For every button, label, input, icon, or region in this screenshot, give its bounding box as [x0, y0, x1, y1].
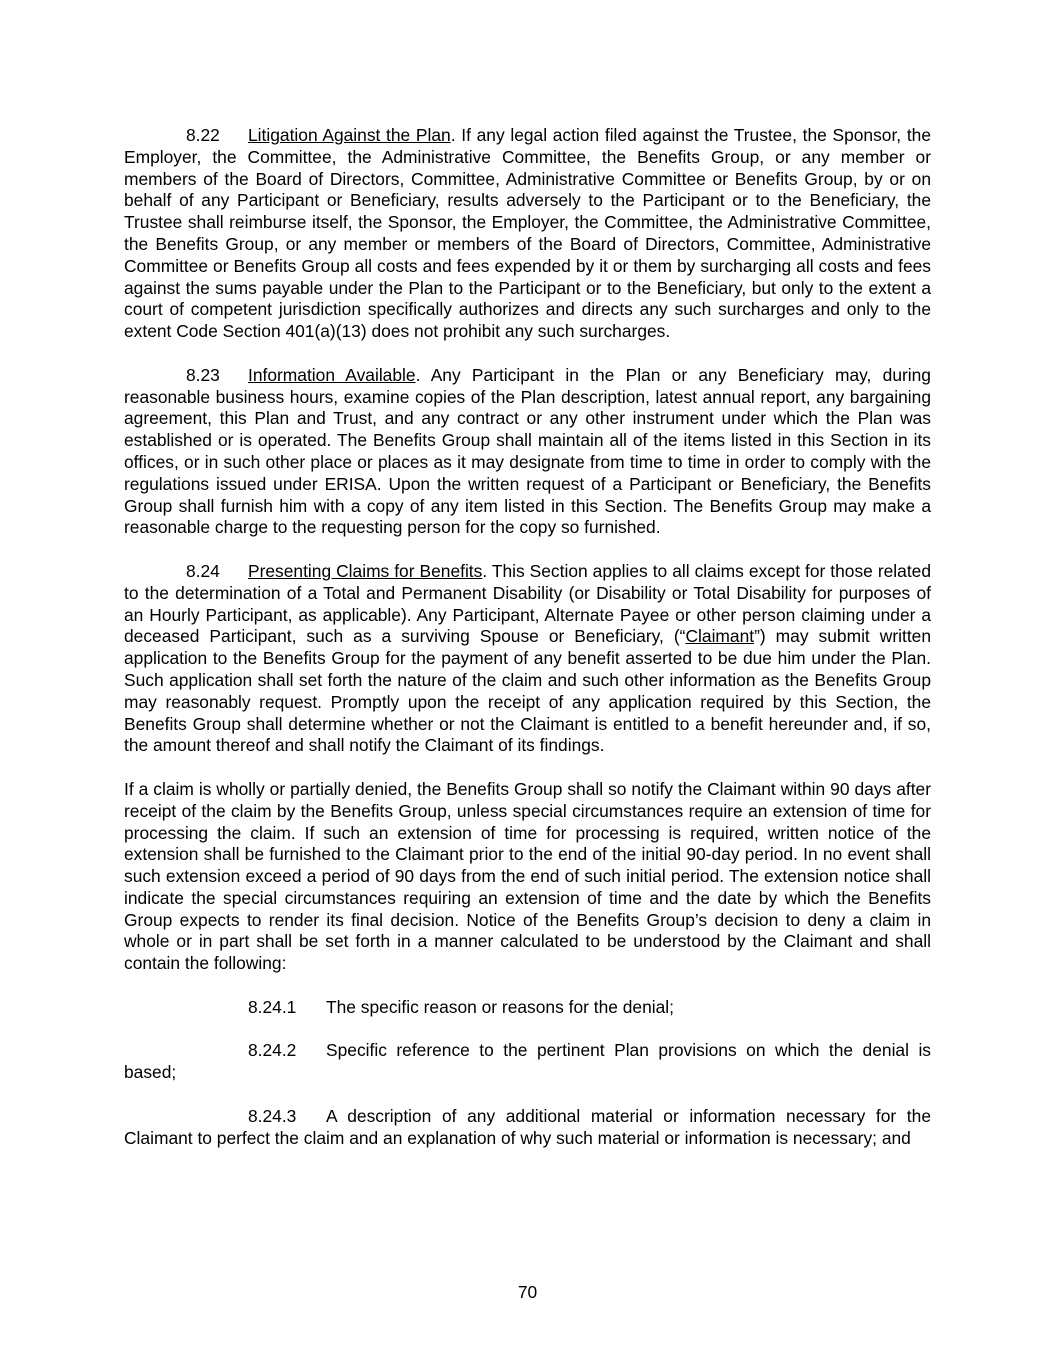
- page-number: 70: [517, 1282, 538, 1302]
- section-number: 8.22: [186, 125, 220, 145]
- section-number: 8.23: [186, 364, 220, 385]
- subsection-number: 8.24.1: [248, 996, 297, 1017]
- section-8-22: [124, 125, 931, 343]
- section-body-part-a: . This Section applies to all claims except for those related to the determination of a Total and Permanent Disability (or Disability or Total Disability for purposes of an Hourly Participant, as applicable). Any Participant, Alternate Payee or other person claiming under a deceased Participant, such as a surviving Spouse or Beneficiary, (“: [124, 560, 931, 647]
- denial-paragraph: If a claim is wholly or partially denied, the Benefits Group shall so notify the Claimant within 90 days after receipt of the claim by the Benefits Group, unless special circumstances require an extension of time for processing the claim. If such an extension of time for processing is required, written notice of the extension shall be furnished to the Claimant prior to the end of the initial 90-day period. In no event shall such extension exceed a period of 90 days from the end of such initial period. The extension notice shall indicate the special circumstances requiring an extension of time and the date by which the Benefits Group expects to render its final decision. Notice of the Benefits Group’s decision to deny a claim in whole or in part shall be set forth in a manner calculated to be understood by the Claimant and shall contain the following:: [124, 778, 931, 974]
- subsection-8-24-3: [124, 1106, 931, 1150]
- defined-term-claimant: Claimant: [685, 626, 755, 647]
- section-body: . If any legal action filed against the Trustee, the Sponsor, the Employer, the Committee, the Administrative Committee, the Benefits Group, or any member or members of the Board of Directors, Committee, Administrative Committee or Benefits Group, by or on behalf of any Participant or Beneficiary, results adversely to the Participant or to the Beneficiary, the Trustee shall reimburse itself, the Sponsor, the Employer, the Committee, the Administrative Committee, the Benefits Group, or any member or members of the Board of Directors, Committee, Administrative Committee or Benefits Group all costs and fees expended by it or them by surcharging all costs and fees against the sums payable under the Plan to the Participant or to the Beneficiary, but only to the extent a court of competent jurisdiction specifically authorizes and directs any such surcharges and only to the extent Code Section 401(a)(13) does not prohibit any such surcharges.: [124, 125, 931, 342]
- subsection-number: 8.24.2: [248, 1040, 297, 1061]
- subsection-number: 8.24.3: [248, 1105, 297, 1126]
- subsection-text: A description of any additional material or information necessary for the Claimant to perfect the claim and an explanation of why such material or information is necessary; and: [124, 1105, 931, 1148]
- subsection-8-24-2: [124, 1040, 931, 1084]
- section-title: Litigation Against the Plan: [248, 125, 451, 145]
- subsection-text: The specific reason or reasons for the denial;: [326, 996, 674, 1017]
- section-8-23: [124, 365, 931, 539]
- section-number: 8.24: [186, 560, 220, 581]
- section-body-part-b: ”) may submit written application to the Benefits Group for the payment of any benefit asserted to be due him under the Plan. Such application shall set forth the nature of the claim and such other information as the Benefits Group may reasonably request. Promptly upon the receipt of any application required by this Section, the Benefits Group shall determine whether or not the Claimant is entitled to a benefit hereunder and, if so, the amount thereof and shall notify the Claimant of its findings.: [124, 626, 931, 756]
- subsection-text: Specific reference to the pertinent Plan provisions on which the denial is based;: [124, 1040, 931, 1083]
- section-title: Presenting Claims for Benefits: [248, 560, 483, 581]
- subsection-8-24-1: [124, 997, 931, 1019]
- document-page: [124, 125, 931, 1171]
- section-8-24: [124, 561, 931, 757]
- section-title: Information Available: [248, 364, 416, 385]
- section-body: . Any Participant in the Plan or any Beneficiary may, during reasonable business hours, examine copies of the Plan description, latest annual report, any bargaining agreement, this Plan and Trust, and any contract or any other instrument under which the Plan was established or is operated. The Benefits Group shall maintain all of the items listed in this Section in its offices, or in such other place or places as it may designate from time to time in order to comply with the regulations issued under ERISA. Upon the written request of a Participant or Beneficiary, the Benefits Group shall furnish him with a copy of any item listed in this Section. The Benefits Group may make a reasonable charge to the requesting person for the copy so furnished.: [124, 364, 931, 538]
